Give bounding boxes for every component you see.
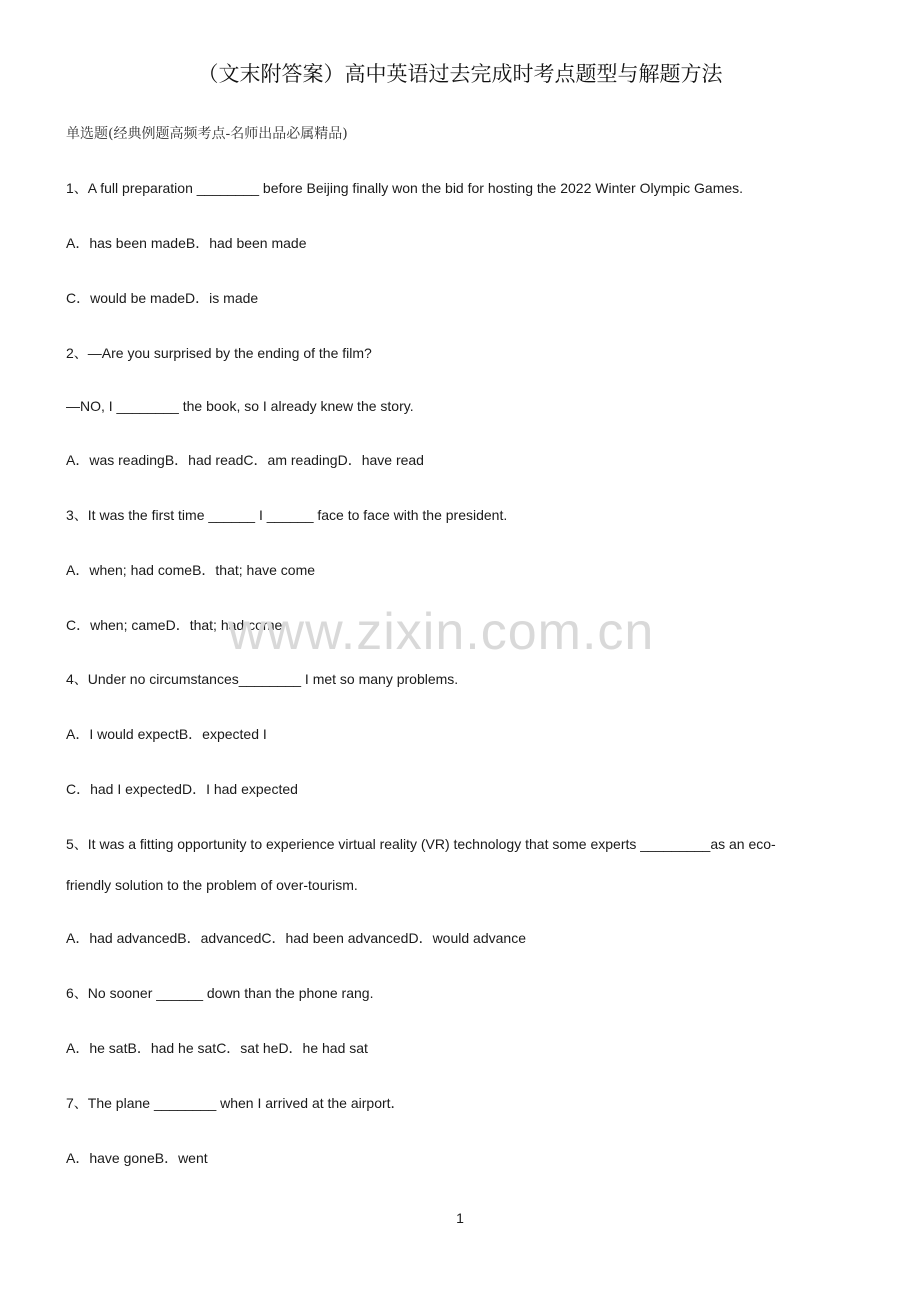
question-4-stem: 4、Under no circumstances________ I met so many problems. — [66, 671, 459, 687]
document-title: （文末附答案）高中英语过去完成时考点题型与解题方法 — [197, 62, 723, 86]
question-6-stem: 6、No sooner ______ down than the phone rang. — [66, 985, 374, 1001]
watermark: www.zixin.com.cn — [228, 603, 655, 661]
question-3-options-line-2: C．when; cameD．that; had come — [66, 617, 283, 633]
question-5-stem: 5、It was a fitting opportunity to experience virtual reality (VR) technology that some experts _________as an eco- — [66, 836, 776, 852]
question-5-options: A．had advancedB．advancedC．had been advancedD．would advance — [66, 930, 526, 946]
question-4-options-line-1: A．I would expectB．expected I — [66, 726, 267, 742]
question-1-stem: 1、A full preparation ________ before Beijing finally won the bid for hosting the 2022 Winter Olympic Games. — [66, 180, 744, 196]
question-1-options-line-2: C．would be madeD．is made — [66, 290, 259, 306]
question-3-options-line-1: A．when; had comeB．that; have come — [66, 562, 316, 578]
question-5-stem-continued: friendly solution to the problem of over-tourism. — [66, 877, 358, 893]
question-2-options: A．was readingB．had readC．am readingD．have read — [66, 452, 424, 468]
question-7-stem: 7、The plane ________ when I arrived at the airport． — [66, 1095, 405, 1111]
question-3-stem: 3、It was the first time ______ I ______ face to face with the president. — [66, 507, 508, 523]
question-4-options-line-2: C．had I expectedD．I had expected — [66, 781, 298, 797]
page-number: 1 — [456, 1210, 464, 1226]
question-2-stem: 2、—Are you surprised by the ending of the film? — [66, 345, 372, 361]
question-7-options: A．have goneB．went — [66, 1150, 208, 1166]
section-heading: 单选题(经典例题高频考点-名师出品必属精品) — [66, 126, 348, 142]
question-1-options-line-1: A．has been madeB．had been made — [66, 235, 307, 251]
question-6-options: A．he satB．had he satC．sat heD．he had sat — [66, 1040, 368, 1056]
question-2-stem-reply: —NO, I ________ the book, so I already knew the story. — [66, 398, 414, 414]
